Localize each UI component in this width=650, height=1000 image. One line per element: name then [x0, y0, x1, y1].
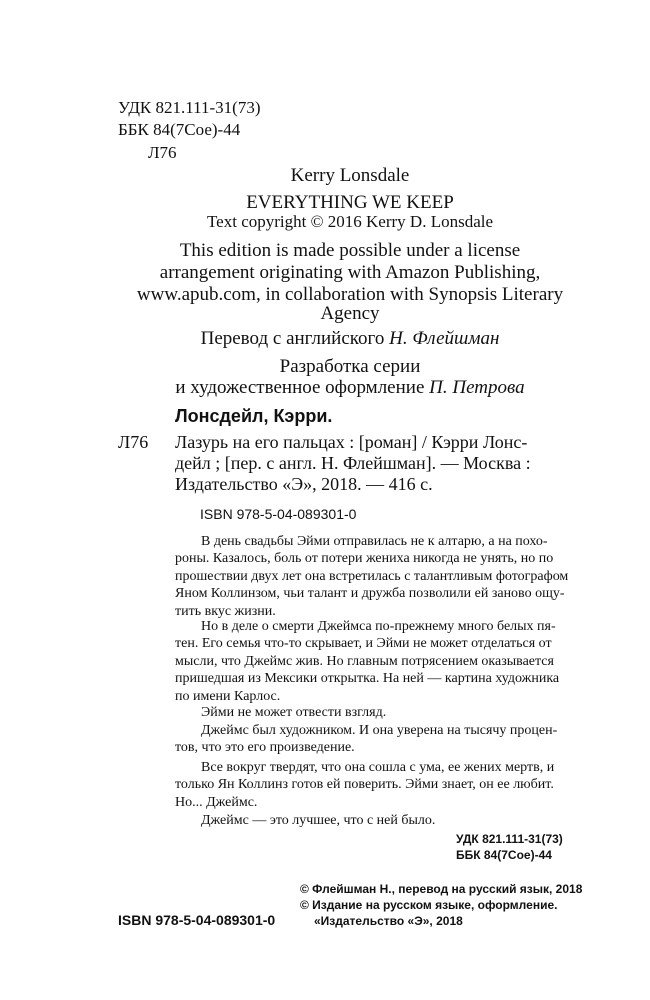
bottom-bbk-code: ББК 84(7Сое)-44 — [456, 848, 552, 862]
annotation-line: Эйми не может отвести взгляд. — [201, 705, 387, 720]
annotation-paragraph-2 — [175, 618, 585, 705]
annotation-paragraph-6 — [175, 812, 585, 829]
annotation-line: Все вокруг твердят, что она сошла с ума, ее жених мертв, и — [201, 760, 555, 775]
rights-publisher: «Издательство «Э», 2018 — [314, 914, 463, 928]
author-sign-code: Л76 — [148, 143, 177, 162]
annotation-paragraph-5 — [175, 759, 585, 811]
udk-code: УДК 821.111-31(73) — [118, 98, 261, 117]
annotation-line: Джеймс — это лучшее, что с ней было. — [201, 813, 436, 828]
catalog-line-3: Издательство «Э», 2018. — 416 с. — [175, 474, 433, 494]
annotation-line: Джеймс был художником. И она уверена на тысячу процен- — [201, 723, 558, 738]
license-line-2: arrangement originating with Amazon Publishing, — [159, 262, 541, 283]
original-copyright: Text copyright © 2016 Kerry D. Lonsdale — [206, 212, 494, 231]
annotation-line: роны. Казалось, боль от потери жениха никогда не унять, но по — [175, 551, 554, 567]
catalog-line-2: дейл ; [пер. с англ. Н. Флейшман]. — Москва : — [175, 453, 531, 473]
annotation-line: тов, что это его произведение. — [175, 740, 355, 756]
license-line-3: www.apub.com, in collaboration with Synopsis Literary — [136, 284, 564, 305]
annotation-line: Но... Джеймс. — [175, 794, 258, 810]
design-credit-line-1: Разработка серии — [279, 356, 421, 377]
annotation-paragraph-4 — [175, 722, 585, 757]
license-line-1: This edition is made possible under a license — [179, 240, 521, 261]
original-title: EVERYTHING WE KEEP — [246, 192, 454, 213]
annotation-line: по имени Карлос. — [175, 688, 281, 704]
translation-credit — [110, 328, 590, 349]
annotation-paragraph-3 — [175, 704, 585, 721]
license-line-4: Agency — [320, 303, 380, 324]
translation-prefix: Перевод с английского — [200, 328, 385, 349]
catalog-code: Л76 — [118, 432, 149, 452]
annotation-line: пришедшая из Мексики открытка. На ней — картина художника — [175, 671, 560, 687]
catalog-line-1: Лазурь на его пальцах : [роман] / Кэрри Лонс- — [175, 432, 528, 452]
footer-isbn: ISBN 978-5-04-089301-0 — [118, 912, 276, 928]
rights-edition: © Издание на русском языке, оформление. — [300, 898, 558, 912]
annotation-line: тить вкус жизни. — [175, 603, 276, 619]
annotation-line: В день свадьбы Эйми отправилась не к алтарю, а на похо- — [201, 534, 548, 549]
catalog-author-heading: Лонсдейл, Кэрри. — [175, 406, 333, 426]
design-prefix: и художественное оформление — [175, 377, 425, 398]
design-credit-line-2 — [110, 377, 590, 398]
annotation-line: только Ян Коллинз готов ей поверить. Эйми знает, он ее любит. — [175, 777, 554, 793]
annotation-line: прошествии двух лет она встретилась с талантливым фотографом — [175, 568, 569, 584]
designer-name: П. Петрова — [429, 377, 525, 398]
annotation-paragraph-1 — [175, 533, 585, 620]
bottom-udk-code: УДК 821.111-31(73) — [456, 832, 563, 846]
rights-translation: © Флейшман Н., перевод на русский язык, 2018 — [300, 882, 583, 896]
annotation-line: тен. Его семья что-то скрывает, и Эйми не может отделаться от — [175, 636, 552, 652]
bbk-code: ББК 84(7Сое)-44 — [118, 120, 241, 139]
translator-name: Н. Флейшман — [389, 328, 500, 349]
annotation-line: Яном Коллинзом, чьи талант и дружба позволили ей заново ощу- — [175, 586, 565, 602]
original-author: Kerry Lonsdale — [290, 165, 410, 186]
annotation-line: мысли, что Джеймс жив. Но главным потрясением оказывается — [175, 653, 554, 669]
annotation-line: Но в деле о смерти Джеймса по-прежнему много белых пя- — [201, 619, 556, 634]
catalog-isbn: ISBN 978-5-04-089301-0 — [200, 506, 357, 522]
